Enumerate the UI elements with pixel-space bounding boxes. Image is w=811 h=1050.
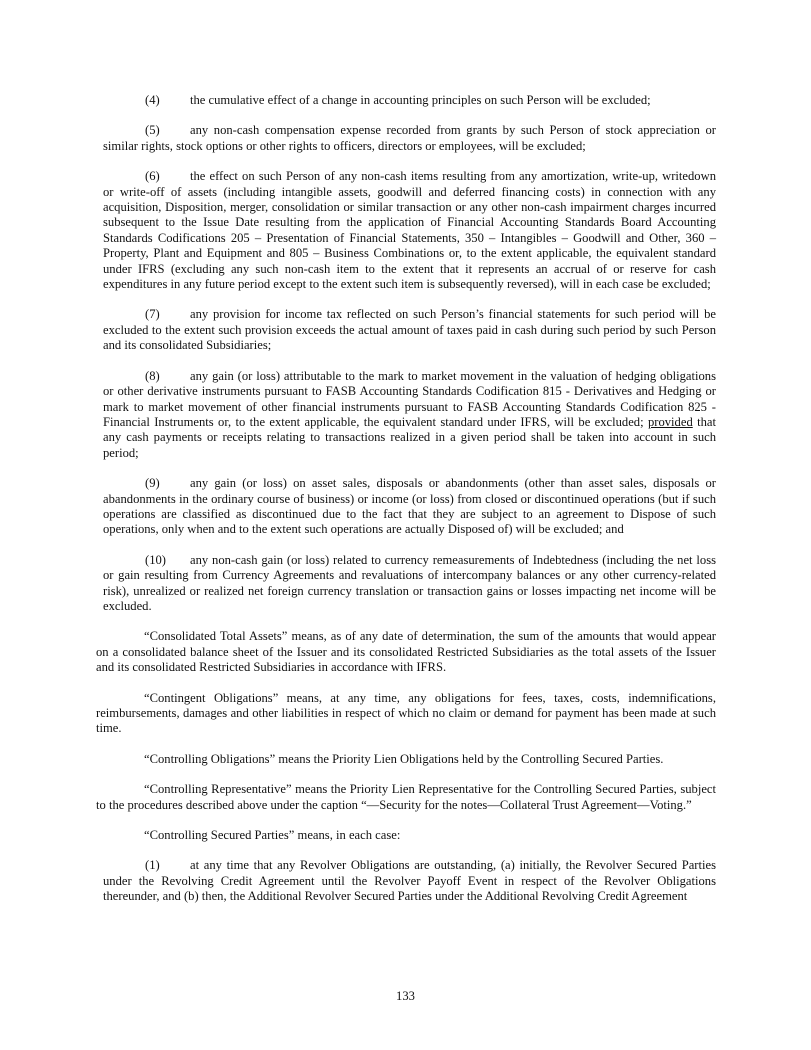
item-text: any gain (or loss) on asset sales, disposals or abandonments (other than asset sales, disposals or abandonments in the ordinary course of business) or income (or loss) from closed or discontinued operations (but if such operations are classified as discontinued due to the fact that they are subject to an agreement to Dispose of such operations, only when and to the extent such operations are actually Disposed of) will be excluded; and bbox=[103, 476, 716, 537]
list-item bbox=[103, 123, 716, 154]
item-number: (9) bbox=[145, 476, 160, 491]
item-text: any gain (or loss) attributable to the mark to market movement in the valuation of hedging obligations or other derivative instruments pursuant to FASB Accounting Standards Codification 815 - Derivatives and Hedging or mark to market movement of other financial instruments pursuant to FASB Accounting Standards Codification 825 - Financial Instruments or, to the extent applicable, the equivalent standard under IFRS, will be excluded; bbox=[103, 368, 716, 429]
item-number: (10) bbox=[145, 552, 166, 567]
list-item bbox=[103, 858, 716, 904]
list-item bbox=[103, 369, 716, 461]
item-text: any provision for income tax reflected on such Person’s financial statements for such period will be excluded to the extent such provision exceeds the actual amount of taxes paid in cash during such period by such Person and its consolidated Subsidiaries; bbox=[103, 307, 716, 353]
item-text: at any time that any Revolver Obligations are outstanding, (a) initially, the Revolver Secured Parties under the Revolving Credit Agreement until the Revolver Payoff Event in respect of the Revolver Obligations thereunder, and (b) then, the Additional Revolver Secured Parties under the Additional Revolving Credit Agreement bbox=[103, 858, 716, 904]
item-number: (6) bbox=[145, 169, 160, 184]
underlined-term: provided bbox=[647, 414, 693, 429]
list-item bbox=[103, 93, 716, 108]
page-number: 133 bbox=[396, 989, 415, 1003]
item-number: (7) bbox=[145, 307, 160, 322]
item-text-continued: that any cash payments or receipts relating to transactions realized in a given period shall be taken into account in such period; bbox=[103, 414, 716, 460]
item-number: (4) bbox=[145, 93, 160, 107]
item-text: the effect on such Person of any non-cash items resulting from any amortization, write-up, writedown or write-off of assets (including intangible assets, goodwill and deferred financing costs) in connection with any acquisition, Disposition, merger, consolidation or similar transaction or any other non-cash impairment charges incurred subsequent to the Issue Date resulting from the application of Financial Accounting Standards Board Accounting Standards Codifications 205 – Presentation of Financial Statements, 350 – Intangibles – Goodwill and Other, 360 – Property, Plant and Equipment and 805 – Business Combinations or, to the extent applicable, the equivalent standard under IFRS (excluding any such non-cash item to the extent that it represents an accrual of or reserve for cash expenditures in any future period except to the extent such item is subsequently reversed), will in each case be excluded; bbox=[103, 169, 716, 292]
definition-controlling-secured-parties: “Controlling Secured Parties” means, in each case: bbox=[144, 828, 401, 843]
definition-contingent-obligations: “Contingent Obligations” means, at any time, any obligations for fees, taxes, costs, indemnifications, reimbursements, damages and other liabilities in respect of which no claim or demand for payment has been made at such time. bbox=[96, 690, 716, 736]
definition-controlling-obligations: “Controlling Obligations” means the Priority Lien Obligations held by the Controlling Secured Parties. bbox=[144, 751, 664, 766]
list-item bbox=[103, 307, 716, 353]
item-number: (5) bbox=[145, 123, 160, 138]
item-text: any non-cash gain (or loss) related to currency remeasurements of Indebtedness (including the net loss or gain resulting from Currency Agreements and revaluations of intercompany balances or any other currency-related risk), unrealized or realized net foreign currency translation or transaction gains or losses impacting net income will be excluded. bbox=[103, 552, 716, 613]
list-item bbox=[103, 169, 716, 292]
item-text: the cumulative effect of a change in accounting principles on such Person will be excluded; bbox=[190, 93, 651, 107]
list-item bbox=[103, 476, 716, 538]
definition-controlling-representative: “Controlling Representative” means the Priority Lien Representative for the Controlling Secured Parties, subject to the procedures described above under the caption “—Security for the notes—Collateral Trust Agreement—Voting.” bbox=[96, 782, 716, 812]
item-text: any non-cash compensation expense recorded from grants by such Person of stock appreciation or similar rights, stock options or other rights to officers, directors or employees, will be excluded; bbox=[103, 123, 716, 153]
definition-consolidated-total-assets: “Consolidated Total Assets” means, as of any date of determination, the sum of the amounts that would appear on a consolidated balance sheet of the Issuer and its consolidated Restricted Subsidiaries as the total assets of the Issuer and its consolidated Restricted Subsidiaries in accordance with IFRS. bbox=[96, 629, 716, 675]
item-number: (8) bbox=[145, 368, 160, 383]
body-text bbox=[96, 93, 716, 920]
list-item bbox=[103, 553, 716, 615]
item-number: (1) bbox=[145, 858, 160, 873]
